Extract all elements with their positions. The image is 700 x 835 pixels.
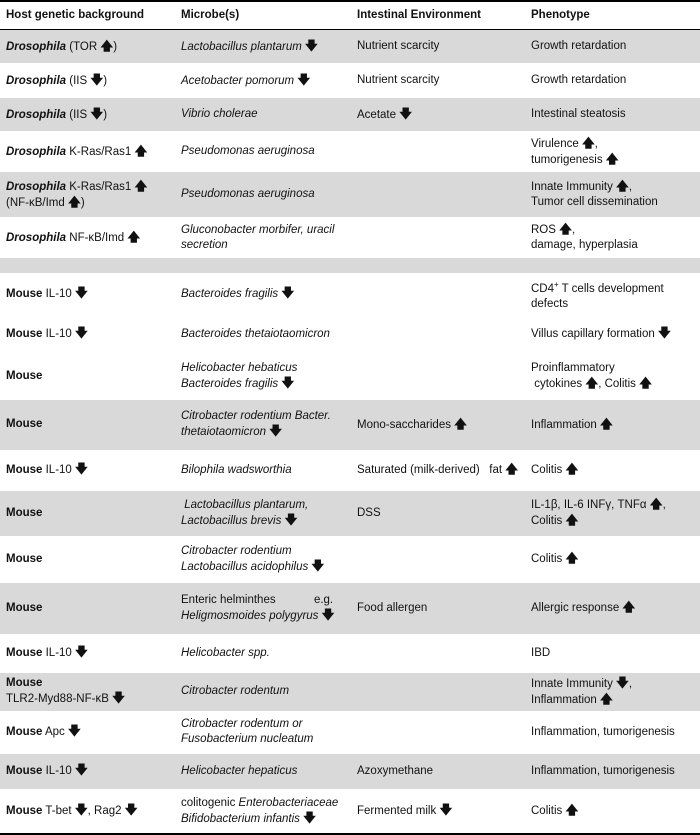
cell-text: K-Ras/Ras1 <box>66 180 135 193</box>
cell-text: , <box>628 181 633 193</box>
arrow-down-icon: 🡇 <box>90 106 104 121</box>
arrow-down-icon: 🡇 <box>124 803 138 818</box>
phenotype-cell <box>525 353 700 399</box>
cell-text: , Colitis <box>598 377 640 390</box>
arrow-down-icon: 🡇 <box>297 72 311 87</box>
host-cell <box>0 218 175 258</box>
cell-text: Citrobacter rodentium <box>181 544 292 557</box>
environment-cell <box>351 634 525 672</box>
phenotype-cell <box>525 450 700 490</box>
phenotype-cell <box>525 64 700 98</box>
cell-text: , <box>571 224 576 236</box>
cell-text: Mono-saccharides <box>357 418 455 431</box>
table-row <box>0 64 700 98</box>
cell-text: Fermented milk <box>357 805 440 818</box>
arrow-up-icon: 🡅 <box>565 551 579 566</box>
cell-text: T cells development defects <box>531 282 667 310</box>
cell-text: Lactobacillus brevis <box>181 514 282 527</box>
arrow-down-icon: 🡇 <box>75 286 88 301</box>
cell-text: Pseudomonas aeruginosa <box>181 188 315 200</box>
cell-text: Acetobacter pomorum <box>181 74 295 87</box>
table-row <box>0 218 700 258</box>
cell-text: Colitis <box>531 553 566 566</box>
cell-text: ) <box>103 74 108 87</box>
cell-text: Inflammation <box>531 693 601 706</box>
cell-text: Nutrient scarcity <box>357 40 440 52</box>
cell-text: Inflammation, tumorigenesis <box>531 764 675 777</box>
arrow-up-icon: 🡅 <box>559 222 572 236</box>
microbe-cell <box>175 711 351 753</box>
phenotype-cell <box>525 711 700 753</box>
microbe-cell <box>175 315 351 353</box>
phenotype-cell <box>525 98 700 132</box>
cell-text: Citrobacter rodentum or <box>181 718 303 731</box>
environment-cell <box>351 98 525 132</box>
cell-text: Lactobacillus plantarum <box>181 40 302 53</box>
host-cell <box>0 98 175 132</box>
cell-text: NF-κB/Imd <box>66 231 128 244</box>
table-header-row <box>0 1 700 30</box>
arrow-up-icon: 🡅 <box>600 691 613 706</box>
arrow-down-icon: 🡇 <box>112 691 125 706</box>
cell-text: Enteric helminthes e.g. <box>181 593 334 606</box>
header-environment: Intestinal Environment <box>351 1 525 30</box>
arrow-down-icon: 🡇 <box>75 645 88 660</box>
environment-cell <box>351 172 525 218</box>
arrow-down-icon: 🡇 <box>281 286 295 301</box>
arrow-up-icon: 🡅 <box>67 194 81 209</box>
host-cell <box>0 353 175 399</box>
host-cell <box>0 258 175 274</box>
phenotype-cell <box>525 582 700 634</box>
table-row <box>0 172 700 218</box>
arrow-down-icon: 🡇 <box>75 326 88 341</box>
cell-text: Growth retardation <box>531 74 627 86</box>
arrow-up-icon: 🡅 <box>622 600 636 615</box>
cell-text: IL-10 <box>42 464 76 477</box>
superscript: + <box>554 280 559 289</box>
cell-text: Inflammation, tumorigenesis <box>531 725 675 738</box>
cell-text: Bifidobacterium infantis <box>181 812 300 825</box>
cell-text: Azoxymethane <box>357 764 434 777</box>
table-row <box>0 490 700 536</box>
table-row <box>0 98 700 132</box>
cell-text: (TOR <box>66 40 101 53</box>
arrow-up-icon: 🡅 <box>585 375 599 390</box>
cell-text: ROS <box>531 224 560 236</box>
cell-text: Mouse <box>6 418 43 431</box>
table-row <box>0 399 700 450</box>
cell-text: Helicobacter hepaticus <box>181 764 298 777</box>
arrow-down-icon: 🡇 <box>399 106 413 121</box>
environment-cell <box>351 399 525 450</box>
table-row <box>0 672 700 711</box>
environment-cell <box>351 450 525 490</box>
table-row <box>0 353 700 399</box>
environment-cell <box>351 274 525 316</box>
arrow-up-icon: 🡅 <box>605 151 619 166</box>
cell-text: tumorigenesis <box>531 153 606 166</box>
arrow-down-icon: 🡇 <box>281 375 295 390</box>
cell-text: Helicobacter hebaticus <box>181 361 298 374</box>
phenotype-cell <box>525 258 700 274</box>
header-host: Host genetic background <box>0 1 175 30</box>
cell-text: Mouse <box>6 506 43 519</box>
cell-text: CD4 <box>531 282 555 295</box>
arrow-down-icon: 🡇 <box>311 558 325 573</box>
microbe-cell <box>175 490 351 536</box>
cell-text: , <box>662 499 666 512</box>
cell-text: Lactobacillus acidophilus <box>181 560 309 573</box>
host-cell <box>0 753 175 789</box>
host-cell <box>0 399 175 450</box>
arrow-up-icon: 🡅 <box>565 803 579 818</box>
cell-text: IBD <box>531 646 551 659</box>
arrow-up-icon: 🡅 <box>649 497 663 512</box>
cell-text: , Rag2 <box>87 805 125 818</box>
cell-text: IL-1β, IL-6 INFγ, TNFα <box>531 499 650 512</box>
cell-text: IL-10 <box>42 288 76 301</box>
table-row <box>0 450 700 490</box>
arrow-down-icon: 🡇 <box>284 512 298 527</box>
microbe-cell <box>175 672 351 711</box>
arrow-down-icon: 🡇 <box>68 724 81 739</box>
cell-text: Bacteroides fragilis <box>181 377 279 390</box>
cell-text: IL-10 <box>42 765 76 778</box>
phenotype-cell <box>525 132 700 172</box>
cell-text: Mouse <box>6 369 43 382</box>
cell-text: Mouse <box>6 677 43 690</box>
host-cell <box>0 64 175 98</box>
host-cell <box>0 172 175 218</box>
cell-text: T-bet <box>42 805 75 818</box>
cell-text: Innate Immunity <box>531 677 617 690</box>
arrow-up-icon: 🡅 <box>600 416 613 431</box>
cell-text: Vibrio cholerae <box>181 108 258 120</box>
phenotype-cell <box>525 634 700 672</box>
environment-cell <box>351 315 525 353</box>
host-cell <box>0 582 175 634</box>
arrow-down-icon: 🡇 <box>657 326 671 341</box>
cell-text: (IIS <box>66 74 91 87</box>
cell-text: Citrobacter rodentium Bacter. thetaiotaomicron <box>181 410 334 439</box>
microbe-cell <box>175 353 351 399</box>
arrow-down-icon: 🡇 <box>616 675 629 690</box>
cell-text: Bacteroides thetaiotaomicron <box>181 327 330 340</box>
microbe-cell <box>175 274 351 316</box>
host-cell <box>0 490 175 536</box>
microbe-cell <box>175 98 351 132</box>
arrow-up-icon: 🡅 <box>565 513 579 528</box>
phenotype-cell <box>525 753 700 789</box>
header-microbe: Microbe(s) <box>175 1 351 30</box>
cell-text: Inflammation <box>531 418 601 431</box>
cell-text: IL-10 <box>42 647 76 660</box>
cell-text: (NF-κB/Imd <box>6 196 68 209</box>
cell-text: Innate Immunity <box>531 181 617 193</box>
cell-text: Colitis <box>531 464 566 477</box>
arrow-up-icon: 🡅 <box>454 416 468 431</box>
environment-cell <box>351 711 525 753</box>
cell-text: Drosophila <box>6 180 67 193</box>
header-phenotype: Phenotype <box>525 1 700 30</box>
cell-text: Mouse <box>6 765 43 778</box>
host-cell <box>0 536 175 582</box>
cell-text: Mouse <box>6 647 43 660</box>
host-cell <box>0 315 175 353</box>
cell-text: , <box>594 137 598 150</box>
cell-text: Helicobacter spp. <box>181 646 270 659</box>
microbe-cell <box>175 132 351 172</box>
phenotype-cell <box>525 399 700 450</box>
cell-text: Apc <box>42 726 68 739</box>
arrow-down-icon: 🡇 <box>303 810 316 825</box>
environment-cell <box>351 258 525 274</box>
table-row <box>0 753 700 789</box>
cell-text: Mouse <box>6 805 43 818</box>
host-cell <box>0 132 175 172</box>
cell-text: TLR2-Myd88-NF-κB <box>6 693 113 706</box>
microbe-cell <box>175 634 351 672</box>
cell-text: Enterobacteriaceae <box>238 796 339 809</box>
cell-text: IL-10 <box>42 328 76 341</box>
cell-text: (IIS <box>66 108 91 121</box>
host-cell <box>0 634 175 672</box>
arrow-up-icon: 🡅 <box>134 143 148 158</box>
table-row <box>0 132 700 172</box>
microbe-cell <box>175 30 351 64</box>
microbe-cell <box>175 450 351 490</box>
cell-text: Drosophila <box>6 108 67 121</box>
host-cell <box>0 274 175 316</box>
cell-text: ) <box>80 196 85 209</box>
arrow-up-icon: 🡅 <box>616 179 629 193</box>
arrow-up-icon: 🡅 <box>639 375 652 390</box>
arrow-up-icon: 🡅 <box>100 38 114 53</box>
arrow-down-icon: 🡇 <box>75 763 88 778</box>
arrow-down-icon: 🡇 <box>305 38 318 53</box>
table-row <box>0 30 700 64</box>
cell-text: Food allergen <box>357 601 428 614</box>
cell-text: Intestinal steatosis <box>531 108 626 120</box>
cell-text: Gluconobacter morbifer, uracil secretion <box>181 223 338 251</box>
cell-text: Bilophila wadsworthia <box>181 463 292 476</box>
microbe-cell <box>175 399 351 450</box>
table-row <box>0 274 700 316</box>
microbe-cell <box>175 753 351 789</box>
phenotype-cell <box>525 172 700 218</box>
cell-text: cytokines <box>531 377 586 390</box>
cell-text: Heligmosmoides polygyrus <box>181 609 319 622</box>
cell-text: Citrobacter rodentum <box>181 685 290 698</box>
arrow-up-icon: 🡅 <box>505 462 519 477</box>
cell-text: Virulence <box>531 137 582 150</box>
cell-text: Nutrient scarcity <box>357 74 440 86</box>
host-cell <box>0 672 175 711</box>
cell-text: Lactobacillus plantarum, <box>181 498 309 511</box>
microbe-cell <box>175 172 351 218</box>
table-row <box>0 536 700 582</box>
microbe-cell <box>175 789 351 834</box>
host-cell <box>0 711 175 753</box>
cell-text: Saturated (milk-derived) fat <box>357 464 506 477</box>
phenotype-cell <box>525 315 700 353</box>
cell-text: damage, hyperplasia <box>531 239 638 251</box>
arrow-down-icon: 🡇 <box>75 462 88 477</box>
cell-text: Pseudomonas aeruginosa <box>181 145 315 157</box>
cell-text: Bacteroides fragilis <box>181 288 279 301</box>
cell-text: Drosophila <box>6 231 67 244</box>
environment-cell <box>351 132 525 172</box>
host-cell <box>0 789 175 834</box>
environment-cell <box>351 672 525 711</box>
cell-text: Growth retardation <box>531 40 627 52</box>
cell-text: Mouse <box>6 464 43 477</box>
phenotype-cell <box>525 218 700 258</box>
environment-cell <box>351 353 525 399</box>
phenotype-cell <box>525 490 700 536</box>
cell-text: Drosophila <box>6 145 67 158</box>
table-row <box>0 789 700 834</box>
environment-cell <box>351 490 525 536</box>
arrow-up-icon: 🡅 <box>134 178 148 193</box>
phenotype-cell <box>525 274 700 316</box>
cell-text: Fusobacterium nucleatum <box>181 733 314 746</box>
cell-text: Mouse <box>6 552 43 565</box>
host-cell <box>0 30 175 64</box>
arrow-up-icon: 🡅 <box>581 135 595 150</box>
phenotype-cell <box>525 536 700 582</box>
arrow-down-icon: 🡇 <box>90 72 104 87</box>
table-row <box>0 711 700 753</box>
arrow-down-icon: 🡇 <box>321 607 335 622</box>
table-row <box>0 634 700 672</box>
cell-text: Mouse <box>6 288 43 301</box>
cell-text: Acetate <box>357 108 400 121</box>
cell-text: Mouse <box>6 726 43 739</box>
cell-text: Drosophila <box>6 40 67 53</box>
microbe-cell <box>175 258 351 274</box>
table-row <box>0 582 700 634</box>
environment-cell <box>351 218 525 258</box>
phenotype-cell <box>525 30 700 64</box>
table-row <box>0 315 700 353</box>
phenotype-cell <box>525 789 700 834</box>
cell-text: , <box>628 677 633 690</box>
cell-text: ) <box>113 40 118 53</box>
environment-cell <box>351 64 525 98</box>
cell-text: Colitis <box>531 515 566 528</box>
environment-cell <box>351 789 525 834</box>
cell-text: Tumor cell dissemination <box>531 196 658 208</box>
phenotype-cell <box>525 672 700 711</box>
table-row <box>0 258 700 274</box>
environment-cell <box>351 30 525 64</box>
cell-text: DSS <box>357 506 381 519</box>
environment-cell <box>351 582 525 634</box>
arrow-up-icon: 🡅 <box>127 229 141 244</box>
cell-text: colitogenic <box>181 796 239 809</box>
cell-text: Colitis <box>531 805 566 818</box>
cell-text: Proinflammatory <box>531 361 615 374</box>
host-cell <box>0 450 175 490</box>
cell-text: Mouse <box>6 601 43 614</box>
cell-text: Mouse <box>6 328 43 341</box>
table-body <box>0 30 700 834</box>
arrow-up-icon: 🡅 <box>565 462 579 477</box>
microbe-cell <box>175 582 351 634</box>
cell-text: Villus capillary formation <box>531 328 658 341</box>
arrow-down-icon: 🡇 <box>439 803 453 818</box>
environment-cell <box>351 536 525 582</box>
cell-text: ) <box>103 108 108 121</box>
arrow-down-icon: 🡇 <box>74 803 88 818</box>
arrow-down-icon: 🡇 <box>269 424 283 439</box>
microbe-cell <box>175 536 351 582</box>
cell-text: Allergic response <box>531 602 623 615</box>
cell-text: K-Ras/Ras1 <box>66 145 135 158</box>
environment-cell <box>351 753 525 789</box>
microbe-cell <box>175 64 351 98</box>
cell-text: Drosophila <box>6 74 67 87</box>
microbe-cell <box>175 218 351 258</box>
